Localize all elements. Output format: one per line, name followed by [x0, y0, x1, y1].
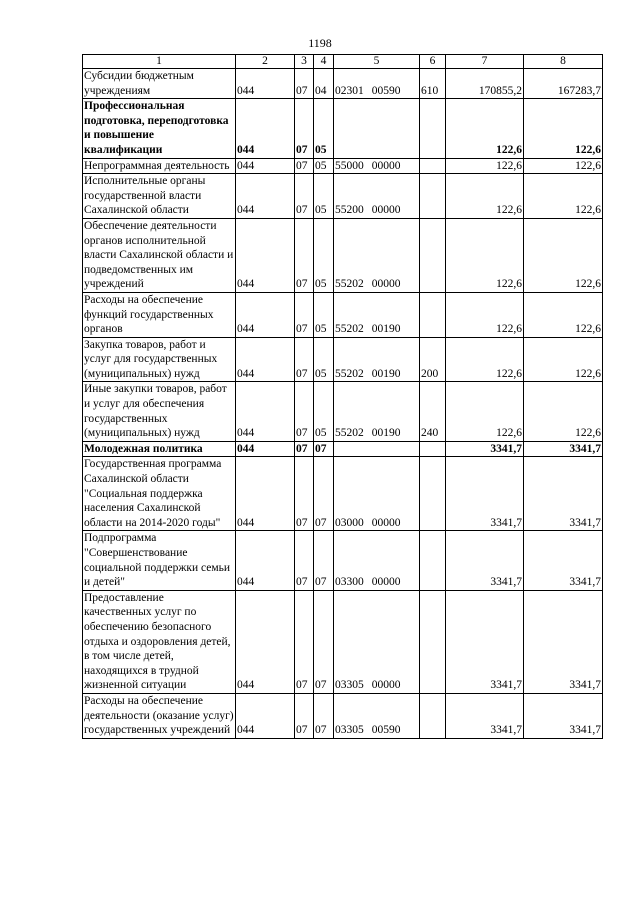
- target-article-cell: [334, 457, 420, 531]
- target-article-cell: [334, 441, 420, 457]
- table-row: [83, 69, 603, 99]
- target-article-cell: [334, 174, 420, 219]
- expense-type-cell: [420, 457, 446, 531]
- amount-col8-cell: 122,6: [524, 174, 603, 219]
- subsection-code-cell: 05: [314, 292, 334, 337]
- target-article-part-a: 55000: [335, 159, 364, 172]
- expense-type-cell: 200: [420, 337, 446, 382]
- row-name-cell: Предоставление качественных услуг по обеспечению безопасного отдыха и оздоровления детей, в том числе детей, находящихся в трудной жизненной ситуации: [83, 590, 236, 693]
- target-article-cell: [334, 292, 420, 337]
- target-article-part-b: 00000: [371, 516, 401, 529]
- target-article-cell: [334, 158, 420, 174]
- column-header: 2: [236, 55, 295, 69]
- amount-col7-cell: 122,6: [446, 382, 524, 441]
- admin-code-cell: 044: [236, 590, 295, 693]
- target-article-part-b: 00000: [371, 204, 401, 217]
- table-row: [83, 292, 603, 337]
- target-article-part-a: 03300: [335, 576, 364, 589]
- column-header: 6: [420, 55, 446, 69]
- table-row: [83, 337, 603, 382]
- row-name-cell: Обеспечение деятельности органов исполнительной власти Сахалинской области и подведомственных им учреждений: [83, 218, 236, 292]
- row-name-cell: Государственная программа Сахалинской области "Социальная поддержка населения Сахалинской области на 2014-2020 годы": [83, 457, 236, 531]
- target-article-part-b: 00000: [371, 576, 401, 589]
- admin-code-cell: 044: [236, 174, 295, 219]
- column-header: 4: [314, 55, 334, 69]
- amount-col8-cell: 3341,7: [524, 693, 603, 738]
- target-article-part-a: 55202: [335, 367, 364, 380]
- admin-code-cell: 044: [236, 69, 295, 99]
- row-name-cell: Исполнительные органы государственной власти Сахалинской области: [83, 174, 236, 219]
- subsection-code-cell: 05: [314, 174, 334, 219]
- admin-code-cell: 044: [236, 457, 295, 531]
- amount-col8-cell: 122,6: [524, 337, 603, 382]
- amount-col8-cell: 122,6: [524, 158, 603, 174]
- table-row: [83, 382, 603, 441]
- amount-col7-cell: 122,6: [446, 99, 524, 158]
- column-header: 8: [524, 55, 603, 69]
- target-article-part-a: 03305: [335, 724, 364, 737]
- target-article-part-b: 00190: [371, 323, 401, 336]
- amount-col7-cell: 122,6: [446, 174, 524, 219]
- expense-type-cell: [420, 531, 446, 590]
- table-row: [83, 441, 603, 457]
- amount-col7-cell: 122,6: [446, 292, 524, 337]
- amount-col7-cell: 122,6: [446, 218, 524, 292]
- column-header: 3: [295, 55, 314, 69]
- row-name-cell: Иные закупки товаров, работ и услуг для обеспечения государственных (муниципальных) нужд: [83, 382, 236, 441]
- admin-code-cell: 044: [236, 441, 295, 457]
- admin-code-cell: 044: [236, 693, 295, 738]
- section-code-cell: 07: [295, 337, 314, 382]
- target-article-cell: [334, 531, 420, 590]
- section-code-cell: 07: [295, 174, 314, 219]
- expense-type-cell: 610: [420, 69, 446, 99]
- column-number-row: [83, 55, 603, 69]
- amount-col8-cell: 122,6: [524, 218, 603, 292]
- row-name-cell: Подпрограмма "Совершенствование социальной поддержки семьи и детей": [83, 531, 236, 590]
- amount-col7-cell: 3341,7: [446, 693, 524, 738]
- target-article-cell: [334, 218, 420, 292]
- expense-type-cell: 240: [420, 382, 446, 441]
- expense-type-cell: [420, 693, 446, 738]
- subsection-code-cell: 05: [314, 382, 334, 441]
- expense-type-cell: [420, 99, 446, 158]
- row-name-cell: Закупка товаров, работ и услуг для государственных (муниципальных) нужд: [83, 337, 236, 382]
- amount-col7-cell: 3341,7: [446, 590, 524, 693]
- table-row: [83, 99, 603, 158]
- expense-type-cell: [420, 174, 446, 219]
- target-article-part-b: 00590: [371, 724, 401, 737]
- subsection-code-cell: 05: [314, 99, 334, 158]
- budget-table: [82, 54, 603, 739]
- column-header: 7: [446, 55, 524, 69]
- table-row: [83, 218, 603, 292]
- admin-code-cell: 044: [236, 382, 295, 441]
- amount-col8-cell: 122,6: [524, 382, 603, 441]
- table-row: [83, 693, 603, 738]
- admin-code-cell: 044: [236, 218, 295, 292]
- expense-type-cell: [420, 158, 446, 174]
- target-article-part-b: 00190: [371, 427, 401, 440]
- amount-col7-cell: 122,6: [446, 337, 524, 382]
- amount-col7-cell: 170855,2: [446, 69, 524, 99]
- target-article-part-a: 02301: [335, 84, 364, 97]
- section-code-cell: 07: [295, 531, 314, 590]
- section-code-cell: 07: [295, 382, 314, 441]
- admin-code-cell: 044: [236, 337, 295, 382]
- target-article-part-a: 03000: [335, 516, 364, 529]
- target-article-part-b: 00190: [371, 367, 401, 380]
- row-name-cell: Профессиональная подготовка, переподготовка и повышение квалификации: [83, 99, 236, 158]
- row-name-cell: Субсидии бюджетным учреждениям: [83, 69, 236, 99]
- amount-col7-cell: 3341,7: [446, 441, 524, 457]
- amount-col8-cell: 3341,7: [524, 441, 603, 457]
- section-code-cell: 07: [295, 99, 314, 158]
- row-name-cell: Расходы на обеспечение функций государственных органов: [83, 292, 236, 337]
- target-article-cell: [334, 382, 420, 441]
- section-code-cell: 07: [295, 590, 314, 693]
- subsection-code-cell: 05: [314, 158, 334, 174]
- target-article-cell: [334, 693, 420, 738]
- row-name-cell: Непрограммная деятельность: [83, 158, 236, 174]
- section-code-cell: 07: [295, 457, 314, 531]
- target-article-part-b: 00000: [371, 159, 401, 172]
- column-header: 5: [334, 55, 420, 69]
- expense-type-cell: [420, 292, 446, 337]
- target-article-part-a: 55202: [335, 427, 364, 440]
- row-name-cell: Молодежная политика: [83, 441, 236, 457]
- table-row: [83, 174, 603, 219]
- subsection-code-cell: 07: [314, 590, 334, 693]
- target-article-cell: [334, 337, 420, 382]
- admin-code-cell: 044: [236, 292, 295, 337]
- section-code-cell: 07: [295, 69, 314, 99]
- admin-code-cell: 044: [236, 158, 295, 174]
- target-article-cell: [334, 69, 420, 99]
- amount-col7-cell: 122,6: [446, 158, 524, 174]
- expense-type-cell: [420, 590, 446, 693]
- section-code-cell: 07: [295, 292, 314, 337]
- target-article-part-a: 03305: [335, 679, 364, 692]
- section-code-cell: 07: [295, 441, 314, 457]
- table-row: [83, 531, 603, 590]
- expense-type-cell: [420, 441, 446, 457]
- admin-code-cell: 044: [236, 99, 295, 158]
- amount-col8-cell: 3341,7: [524, 457, 603, 531]
- table-row: [83, 457, 603, 531]
- expense-type-cell: [420, 218, 446, 292]
- table-body: [83, 69, 603, 739]
- amount-col8-cell: 122,6: [524, 99, 603, 158]
- row-name-cell: Расходы на обеспечение деятельности (оказание услуг) государственных учреждений: [83, 693, 236, 738]
- target-article-part-b: 00000: [371, 278, 401, 291]
- amount-col8-cell: 3341,7: [524, 531, 603, 590]
- table-row: [83, 158, 603, 174]
- amount-col8-cell: 3341,7: [524, 590, 603, 693]
- subsection-code-cell: 07: [314, 457, 334, 531]
- subsection-code-cell: 07: [314, 531, 334, 590]
- subsection-code-cell: 07: [314, 693, 334, 738]
- target-article-part-a: 55202: [335, 323, 364, 336]
- target-article-cell: [334, 590, 420, 693]
- table-row: [83, 590, 603, 693]
- amount-col7-cell: 3341,7: [446, 531, 524, 590]
- subsection-code-cell: 05: [314, 218, 334, 292]
- section-code-cell: 07: [295, 218, 314, 292]
- page-number: 1198: [308, 36, 332, 50]
- section-code-cell: 07: [295, 693, 314, 738]
- target-article-cell: [334, 99, 420, 158]
- column-header: 1: [83, 55, 236, 69]
- amount-col7-cell: 3341,7: [446, 457, 524, 531]
- subsection-code-cell: 04: [314, 69, 334, 99]
- amount-col8-cell: 122,6: [524, 292, 603, 337]
- amount-col8-cell: 167283,7: [524, 69, 603, 99]
- target-article-part-a: 55200: [335, 204, 364, 217]
- subsection-code-cell: 07: [314, 441, 334, 457]
- target-article-part-b: 00590: [371, 84, 401, 97]
- section-code-cell: 07: [295, 158, 314, 174]
- subsection-code-cell: 05: [314, 337, 334, 382]
- target-article-part-b: 00000: [371, 679, 401, 692]
- target-article-part-a: 55202: [335, 278, 364, 291]
- admin-code-cell: 044: [236, 531, 295, 590]
